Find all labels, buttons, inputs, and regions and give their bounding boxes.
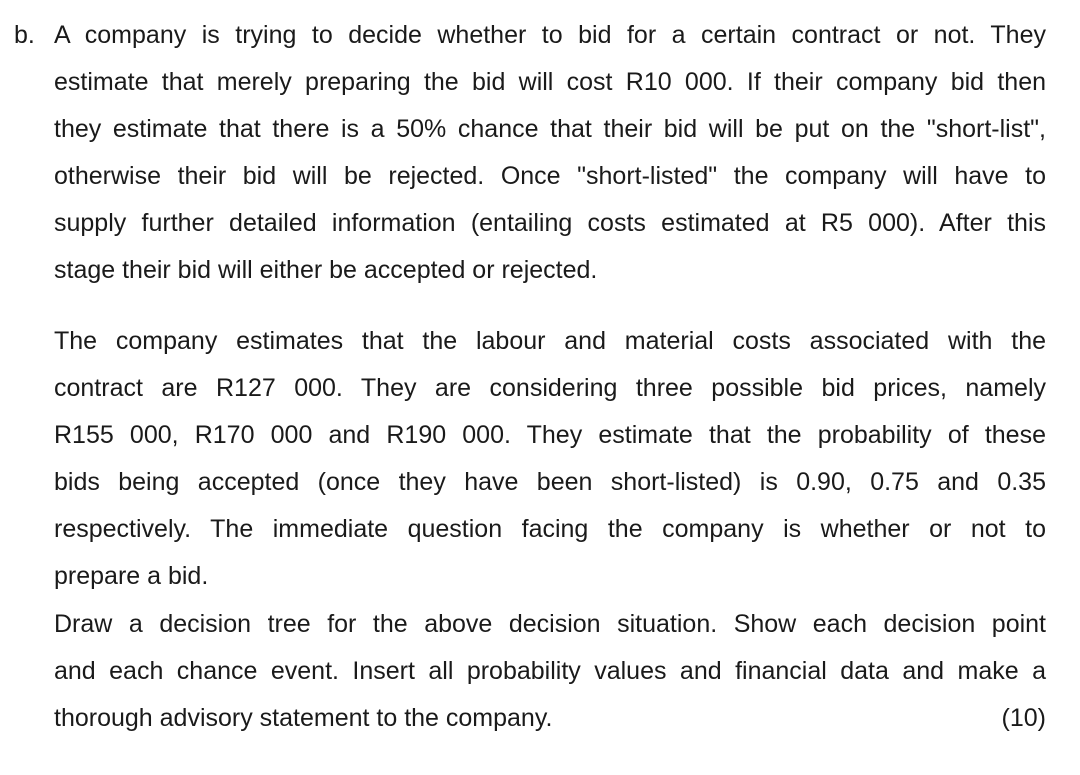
paragraph-line: bids being accepted (once they have been short-listed) is 0.90, 0.75 and 0.35	[54, 468, 1046, 496]
paragraph-line-text: thorough advisory statement to the company.	[54, 704, 553, 732]
paragraph-line: prepare a bid.	[54, 562, 209, 590]
paragraph-line: estimate that merely preparing the bid will cost R10 000. If their company bid then	[54, 68, 1046, 96]
paragraph-line: they estimate that there is a 50% chance that their bid will be put on the "short-list",	[54, 115, 1046, 143]
question-paragraph-3	[54, 601, 1046, 742]
paragraph-line: supply further detailed information (entailing costs estimated at R5 000). After this	[54, 209, 1046, 237]
paragraph-line: respectively. The immediate question facing the company is whether or not to	[54, 515, 1046, 543]
paragraph-last-line	[54, 695, 1046, 742]
paragraph-line: R155 000, R170 000 and R190 000. They estimate that the probability of these	[54, 421, 1046, 449]
paragraph-line: stage their bid will either be accepted or rejected.	[54, 256, 598, 284]
paragraph-line: Draw a decision tree for the above decision situation. Show each decision point	[54, 610, 1046, 638]
paragraph-line: and each chance event. Insert all probability values and financial data and make a	[54, 657, 1046, 685]
marks-allocation: (10)	[1001, 704, 1046, 732]
question-label: b.	[14, 21, 35, 49]
question-paragraph-2	[54, 318, 1046, 600]
paragraph-line: otherwise their bid will be rejected. Once "short-listed" the company will have to	[54, 162, 1046, 190]
question-paragraph-1	[54, 12, 1046, 294]
paragraph-line: contract are R127 000. They are considering three possible bid prices, namely	[54, 374, 1046, 402]
paragraph-line: The company estimates that the labour and material costs associated with the	[54, 327, 1046, 355]
paragraph-line: A company is trying to decide whether to bid for a certain contract or not. They	[54, 21, 1046, 49]
